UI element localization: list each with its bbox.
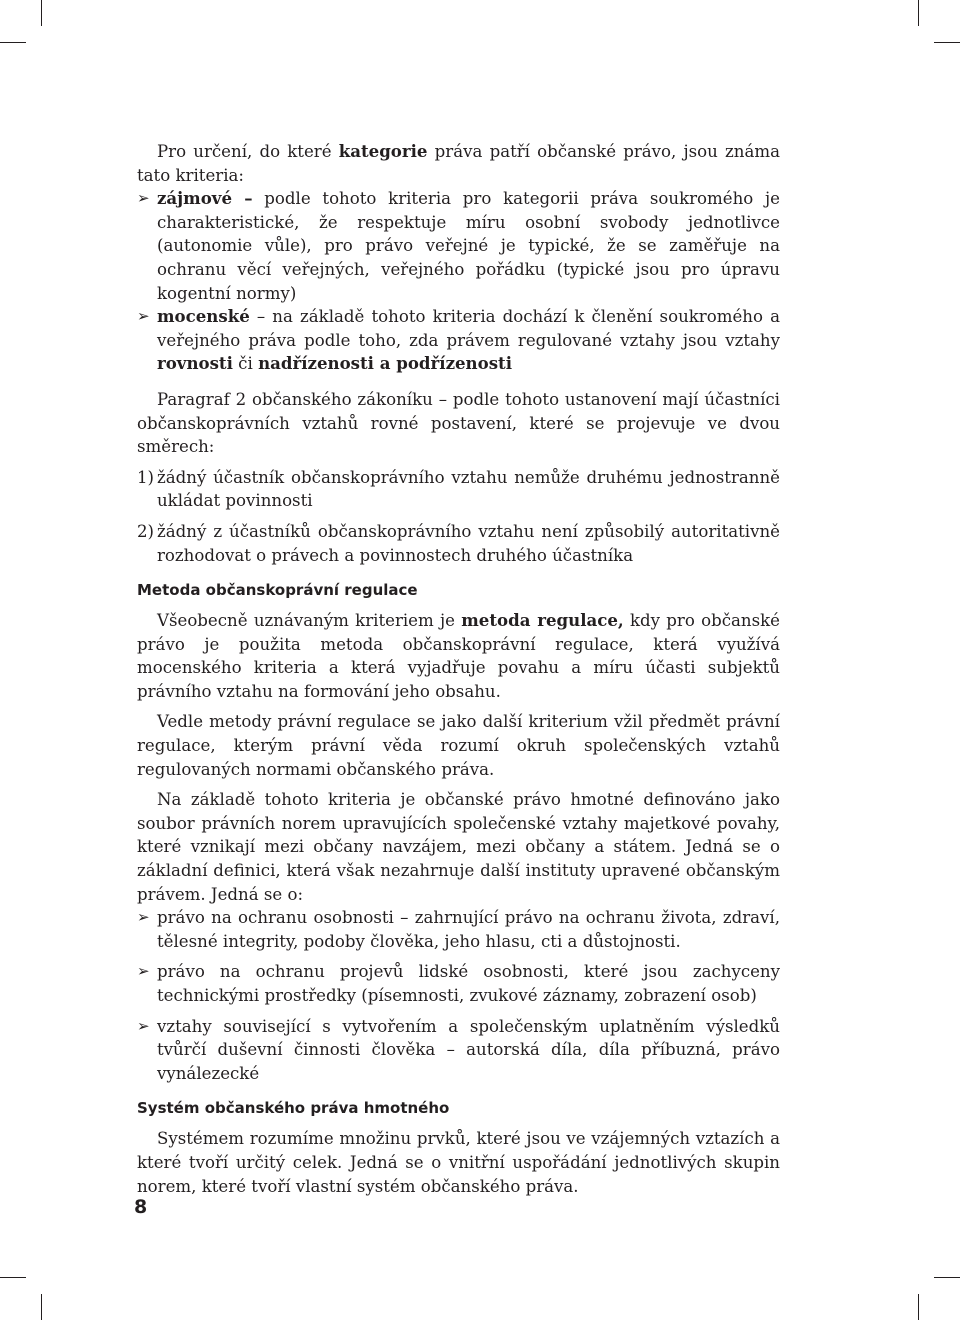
page-body: [137, 140, 780, 1198]
criterion-text: – na základě tohoto kriteria dochází k členění soukromého a veřejného práva podle toho, zda právem regulované vztahy jsou vztahy: [157, 307, 780, 350]
intro-text-end: práva patří občanské právo, jsou známa tato kriteria:: [137, 142, 780, 185]
intro-paragraph: [137, 140, 780, 187]
criterion-text: podle tohoto kriteria pro kategorii práva soukromého je charakteristické, že respektuje míru osobní svobody jednotlivce (autonomie vůle), pro právo veřejné je typické, že se zaměřuje na ochranu věcí veřejných, veřejného pořádku (typické jsou pro úpravu kogentní normy): [157, 189, 780, 303]
numbered-item: [137, 466, 780, 513]
crop-mark-top-left: [41, 0, 42, 26]
intro-text: Pro určení, do které: [157, 142, 339, 161]
method-keyword: metoda regulace,: [461, 610, 624, 631]
criterion-keyword: nadřízenosti a podřízenosti: [258, 353, 513, 374]
criterion-keyword: rovnosti: [157, 353, 233, 374]
section-heading-method: Metoda občanskoprávní regulace: [137, 581, 418, 600]
crop-mark-bottom-right: [918, 1294, 919, 1320]
criterion-text: či: [232, 354, 259, 374]
method-text-end: kdy pro občanské právo je použita metoda občanskoprávní regulace, která využívá mocenského kriteria a která vyjadřuje povahu a míru účasti subjektů právního vztahu na formování jeho obsahu.: [137, 611, 780, 701]
item-text: žádný účastník občanskoprávního vztahu nemůže druhému jednostranně ukládat povinnosti: [157, 467, 780, 511]
crop-mark-bottom-right-h: [934, 1277, 960, 1278]
crop-mark-bottom-left-h: [0, 1277, 26, 1278]
subject-paragraph: Vedle metody právní regulace se jako další kriterium vžil předmět právní regulace, kterým právní věda rozumí okruh společenských vztahů regulovaných normami občanského práva.: [137, 712, 780, 779]
institutes-list: [137, 906, 780, 1085]
criteria-list: [137, 187, 780, 376]
crop-mark-top-left-h: [0, 42, 26, 43]
item-text: žádný z účastníků občanskoprávního vztahu není způsobilý autoritativně rozhodovat o právech a povinnostech druhého účastníka: [157, 521, 780, 565]
crop-mark-top-right: [918, 0, 919, 26]
system-paragraph: Systémem rozumíme množinu prvků, které jsou ve vzájemných vztazích a které tvoří určitý celek. Jedná se o vnitřní uspořádání jednotlivých skupin norem, které tvoří vlastní systém občanského práva.: [137, 1129, 780, 1196]
method-text: Všeobecně uznávaným kriteriem je: [157, 611, 462, 631]
page-number: 8: [134, 1196, 148, 1218]
numbered-list: [137, 466, 780, 567]
method-paragraph: [137, 609, 780, 703]
institute-item: ➢ právo na ochranu projevů lidské osobnosti, které jsou zachyceny technickými prostředky (písemnosti, zvukové záznamy, zobrazení osob): [137, 960, 780, 1007]
crop-mark-bottom-left: [41, 1294, 42, 1320]
criterion-keyword: zájmové –: [157, 188, 253, 209]
crop-mark-top-right-h: [934, 42, 960, 43]
institute-item: ➢ vztahy související s vytvořením a společenským uplatněním výsledků tvůrčí duševní činnosti člověka – autorská díla, díla příbuzná, právo vynálezecké: [137, 1015, 780, 1086]
criterion-keyword: mocenské: [157, 306, 250, 327]
section-heading-system: Systém občanského práva hmotného: [137, 1099, 450, 1118]
item-number: 1): [137, 467, 155, 487]
numbered-item: [137, 520, 780, 567]
intro-keyword: kategorie: [338, 141, 428, 161]
definition-paragraph: Na základě tohoto kriteria je občanské právo hmotné definováno jako soubor právních norem upravujících společenské vztahy majetkové povahy, které vznikají mezi občany navzájem, mezi občany a státem. Jedná se o základní definici, která však nezahrnuje další instituty upravené občanským právem. Jedná se o:: [137, 790, 780, 904]
criterion-item: [137, 187, 780, 305]
institute-item: ➢ právo na ochranu osobnosti – zahrnující právo na ochranu života, zdraví, tělesné integrity, podoby člověka, jeho hlasu, cti a důstojnosti.: [137, 906, 780, 953]
item-number: 2): [137, 521, 155, 541]
paragraph-2-text: Paragraf 2 občanského zákoníku – podle tohoto ustanovení mají účastníci občanskoprávních vztahů rovné postavení, které se projevuje ve dvou směrech:: [137, 389, 780, 457]
criterion-item: [137, 305, 780, 376]
